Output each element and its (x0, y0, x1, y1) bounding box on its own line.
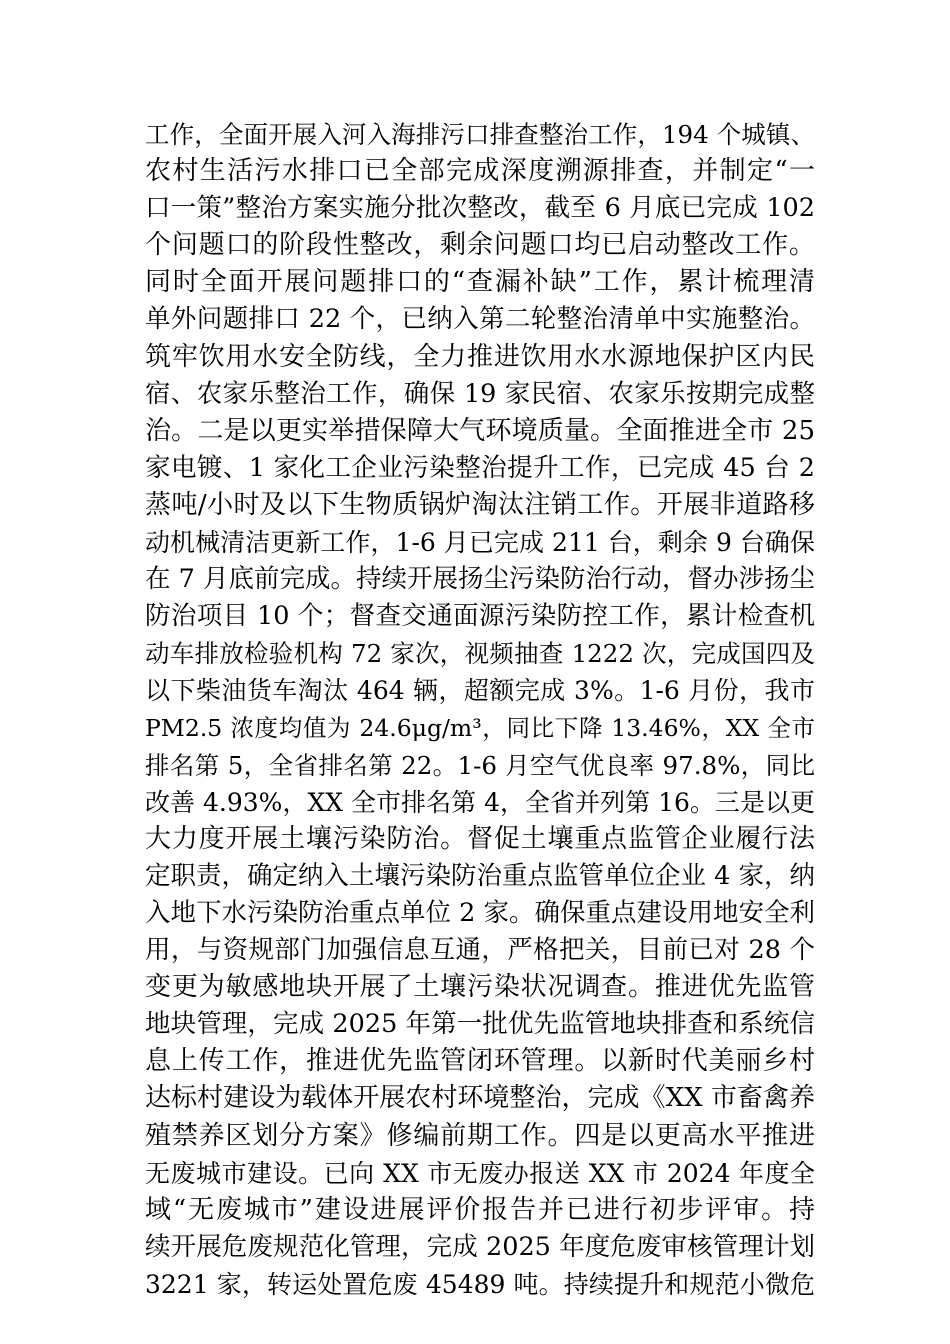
text-line: 域“无废城市”建设进展评价报告并已进行初步评审。持 (145, 1194, 815, 1225)
text-line: 变更为敏感地块开展了土壤污染状况调查。推进优先监管 (145, 972, 815, 1003)
text-line: 口一策”整治方案实施分批次整改，截至 6 月底已完成 102 (145, 193, 815, 224)
text-line: 个问题口的阶段性整改，剩余问题口均已启动整改工作。 (145, 230, 815, 261)
text-line: 筑牢饮用水安全防线，全力推进饮用水水源地保护区内民 (145, 341, 815, 372)
text-line: 工作，全面开展入河入海排污口排查整治工作，194 个城镇、 (145, 120, 815, 149)
text-line: 防治项目 10 个；督查交通面源污染防控工作，累计检查机 (145, 601, 815, 632)
text-line: 3221 家，转运处置危废 45489 吨。持续提升和规范小微危 (145, 1269, 815, 1299)
text-line: 用，与资规部门加强信息互通，严格把关，目前已对 28 个 (145, 935, 815, 966)
text-line: 治。二是以更实举措保障大气环境质量。全面推进全市 25 (145, 415, 815, 446)
text-line: 无废城市建设。已向 XX 市无废办报送 XX 市 2024 年度全 (145, 1158, 815, 1188)
text-line: 改善 4.93%，XX 全市排名第 4，全省并列第 16。三是以更 (145, 787, 815, 817)
text-line: 殖禁养区划分方案》修编前期工作。四是以更高水平推进 (145, 1120, 815, 1151)
text-line: 地块管理，完成 2025 年第一批优先监管地块排查和系统信 (145, 1009, 815, 1040)
text-line: 息上传工作，推进优先监管闭环管理。以新时代美丽乡村 (145, 1046, 815, 1077)
text-line: 续开展危废规范化管理，完成 2025 年度危废审核管理计划 (145, 1231, 815, 1262)
text-line: 达标村建设为载体开展农村环境整治，完成《XX 市畜禽养 (145, 1083, 815, 1114)
text-line: 动机械清洁更新工作，1-6 月已完成 211 台，剩余 9 台确保 (145, 528, 815, 558)
text-line: 定职责，确定纳入土壤污染防治重点监管单位企业 4 家，纳 (145, 860, 815, 891)
text-line: 大力度开展土壤污染防治。督促土壤重点监管企业履行法 (145, 823, 815, 854)
text-line: 以下柴油货车淘汰 464 辆，超额完成 3%。1-6 月份，我市 (145, 676, 815, 706)
text-line: 在 7 月底前完成。持续开展扬尘污染防治行动，督办涉扬尘 (145, 564, 815, 595)
text-line: PM2.5 浓度均值为 24.6μg/m³，同比下降 13.46%，XX 全市 (145, 713, 815, 742)
text-line: 入地下水污染防治重点单位 2 家。确保重点建设用地安全利 (145, 897, 815, 928)
text-line: 蒸吨/小时及以下生物质锅炉淘汰注销工作。开展非道路移 (145, 489, 815, 520)
body-paragraph (145, 116, 815, 1303)
text-line: 同时全面开展问题排口的“查漏补缺”工作，累计梳理清 (145, 267, 815, 298)
text-line: 农村生活污水排口已全部完成深度溯源排查，并制定“一 (145, 156, 815, 187)
text-line: 家电镀、1 家化工企业污染整治提升工作，已完成 45 台 2 (145, 452, 815, 483)
text-line: 宿、农家乐整治工作，确保 19 家民宿、农家乐按期完成整 (145, 378, 815, 409)
text-line: 排名第 5，全省排名第 22。1-6 月空气优良率 97.8%，同比 (145, 750, 815, 780)
text-line: 单外问题排口 22 个，已纳入第二轮整治清单中实施整治。 (145, 304, 815, 335)
text-line: 动车排放检验机构 72 家次，视频抽查 1222 次，完成国四及 (145, 639, 815, 669)
